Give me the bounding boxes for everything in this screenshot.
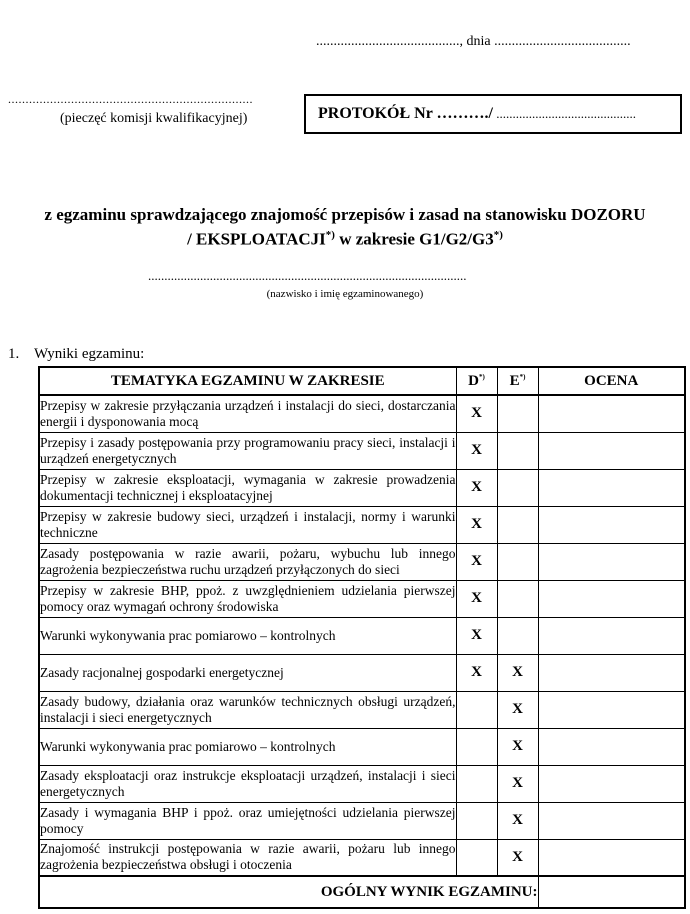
- protocol-slash: /: [488, 105, 493, 122]
- topic-cell: Znajomość instrukcji postępowania w razie awarii, pożaru lub innego zagrożenia bezpieczeństwa obsługi i otoczenia: [39, 839, 456, 876]
- e-mark-cell: X: [497, 802, 538, 839]
- document-heading: [0, 204, 690, 250]
- grade-cell[interactable]: [538, 432, 685, 469]
- topic-cell: Przepisy w zakresie BHP, ppoż. z uwzględnieniem udzielania pierwszej pomocy oraz wymagań ochrony środowiska: [39, 580, 456, 617]
- grade-cell[interactable]: [538, 839, 685, 876]
- e-mark-cell: X: [497, 765, 538, 802]
- topic-cell: Zasady budowy, działania oraz warunków technicznych obsługi urządzeń, instalacji i sieci energetycznych: [39, 691, 456, 728]
- grade-cell[interactable]: [538, 802, 685, 839]
- table-row: [39, 506, 685, 543]
- topic-cell: Przepisy i zasady postępowania przy programowaniu pracy sieci, instalacji i urządzeń energetycznych: [39, 432, 456, 469]
- d-mark-cell: X: [456, 395, 497, 432]
- grade-cell[interactable]: [538, 728, 685, 765]
- footnote-mark: *): [479, 372, 485, 381]
- table-row: [39, 691, 685, 728]
- footnote-mark: *): [519, 372, 526, 381]
- grade-cell[interactable]: [538, 580, 685, 617]
- heading-line-2: [0, 225, 690, 250]
- protocol-suffix: ...........................................: [492, 106, 636, 121]
- table-row: [39, 432, 685, 469]
- protocol-prefix: PROTOKÓŁ Nr ……….: [318, 105, 489, 122]
- table-row: [39, 543, 685, 580]
- column-header-d: [456, 367, 497, 395]
- column-header-topic: TEMATYKA EGZAMINU W ZAKRESIE: [39, 367, 456, 395]
- grade-cell[interactable]: [538, 395, 685, 432]
- total-result-cell[interactable]: [538, 876, 685, 908]
- d-mark-cell: [456, 691, 497, 728]
- heading-line-1: z egzaminu sprawdzającego znajomość przepisów i zasad na stanowisku DOZORU: [44, 205, 646, 224]
- heading-line-2-a: / EKSPLOATACJI: [187, 229, 326, 249]
- topic-cell: Przepisy w zakresie eksploatacji, wymagania w zakresie prowadzenia dokumentacji technicznej i eksploatacyjnej: [39, 469, 456, 506]
- topic-cell: Warunki wykonywania prac pomiarowo – kontrolnych: [39, 617, 456, 654]
- stamp-signature-line: ......................................................................: [8, 92, 253, 106]
- d-mark-cell: [456, 728, 497, 765]
- topic-cell: Zasady eksploatacji oraz instrukcje eksploatacji urządzeń, instalacji i sieci energetycznych: [39, 765, 456, 802]
- examinee-name-label: (nazwisko i imię egzaminowanego): [266, 288, 424, 300]
- d-mark-cell: [456, 765, 497, 802]
- total-result-label: OGÓLNY WYNIK EGZAMINU:: [39, 876, 538, 908]
- d-mark-cell: X: [456, 469, 497, 506]
- d-mark-cell: X: [456, 580, 497, 617]
- e-mark-cell: [497, 395, 538, 432]
- e-mark-cell: [497, 432, 538, 469]
- grade-cell[interactable]: [538, 617, 685, 654]
- d-mark-cell: [456, 839, 497, 876]
- table-row: [39, 765, 685, 802]
- section-title: [8, 346, 144, 363]
- grade-cell[interactable]: [538, 691, 685, 728]
- protocol-number-box: [304, 94, 682, 134]
- section-number: 1.: [8, 346, 20, 362]
- topic-cell: Zasady postępowania w razie awarii, pożaru, wybuchu lub innego zagrożenia bezpieczeństwa ruchu urządzeń przyłączonych do sieci: [39, 543, 456, 580]
- d-mark-cell: X: [456, 506, 497, 543]
- table-row: [39, 580, 685, 617]
- column-header-e: [497, 367, 538, 395]
- grade-cell[interactable]: [538, 506, 685, 543]
- table-row: [39, 802, 685, 839]
- topic-cell: Zasady racjonalnej gospodarki energetycznej: [39, 654, 456, 691]
- grade-cell[interactable]: [538, 469, 685, 506]
- heading-line-2-b: w zakresie G1/G2/G3: [334, 229, 494, 249]
- e-mark-cell: [497, 506, 538, 543]
- e-mark-cell: [497, 543, 538, 580]
- table-row: [39, 728, 685, 765]
- exam-results-table: [38, 366, 686, 909]
- topic-cell: Przepisy w zakresie przyłączania urządzeń i instalacji do sieci, dostarczania energii i dysponowania mocą: [39, 395, 456, 432]
- e-mark-cell: X: [497, 691, 538, 728]
- table-row: [39, 617, 685, 654]
- d-mark-cell: X: [456, 543, 497, 580]
- total-row: [39, 876, 685, 908]
- d-mark-cell: X: [456, 617, 497, 654]
- topic-cell: Zasady i wymagania BHP i ppoż. oraz umiejętności udzielania pierwszej pomocy: [39, 802, 456, 839]
- column-header-e-label: E: [509, 372, 520, 389]
- column-header-d-label: D: [468, 372, 479, 389]
- table-row: [39, 654, 685, 691]
- grade-cell[interactable]: [538, 543, 685, 580]
- stamp-label: (pieczęć komisji kwalifikacyjnej): [60, 111, 248, 126]
- e-mark-cell: [497, 580, 538, 617]
- e-mark-cell: X: [497, 728, 538, 765]
- column-header-grade: OCENA: [538, 367, 685, 395]
- section-label: Wyniki egzaminu:: [34, 346, 145, 362]
- e-mark-cell: X: [497, 654, 538, 691]
- d-mark-cell: X: [456, 654, 497, 691]
- d-mark-cell: X: [456, 432, 497, 469]
- footnote-mark: *): [325, 229, 335, 241]
- date-field-line: ........................................., dnia .......................................: [316, 34, 631, 49]
- topic-cell: Warunki wykonywania prac pomiarowo – kontrolnych: [39, 728, 456, 765]
- grade-cell[interactable]: [538, 765, 685, 802]
- e-mark-cell: [497, 469, 538, 506]
- e-mark-cell: X: [497, 839, 538, 876]
- e-mark-cell: [497, 617, 538, 654]
- table-header-row: [39, 367, 685, 395]
- d-mark-cell: [456, 802, 497, 839]
- table-row: [39, 469, 685, 506]
- grade-cell[interactable]: [538, 654, 685, 691]
- examinee-name-line: ..................................................................................................: [148, 268, 467, 283]
- topic-cell: Przepisy w zakresie budowy sieci, urządzeń i instalacji, normy i warunki techniczne: [39, 506, 456, 543]
- footnote-mark: *): [493, 229, 503, 241]
- table-row: [39, 395, 685, 432]
- table-row: [39, 839, 685, 876]
